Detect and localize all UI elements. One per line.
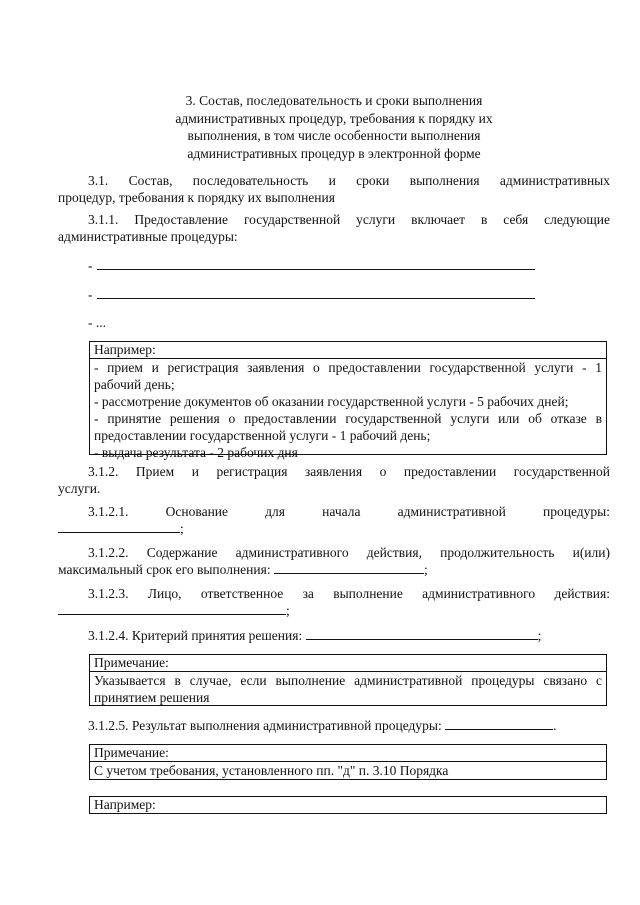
- paragraph-line: [58, 561, 610, 578]
- paragraph-3-1-1: [58, 211, 610, 245]
- list-dash: -: [88, 258, 93, 273]
- paragraph-line: услуги.: [58, 481, 101, 496]
- blank-underline: [97, 269, 535, 270]
- section-title: [60, 92, 608, 162]
- note-line: Указывается в случае, если выполнение административной процедуры связано с: [94, 673, 602, 688]
- paragraph-line: 3.1.1. Предоставление государственной услуги включает в себя следующие: [88, 212, 610, 227]
- example-box: [89, 341, 607, 460]
- list-ellipsis: - ...: [88, 315, 106, 330]
- note-box-header: Примечание:: [90, 745, 606, 762]
- blank-field: [58, 602, 286, 615]
- section-title-line: административных процедур в электронной форме: [187, 145, 481, 161]
- punctuation: ;: [423, 562, 428, 577]
- example-line: - рассмотрение документов об оказании государственной услуги - 5 рабочих дней;: [94, 394, 569, 409]
- paragraph-line: [58, 717, 610, 734]
- note-box-body: [90, 672, 606, 706]
- punctuation: .: [553, 718, 557, 733]
- example-box-body: [90, 359, 606, 461]
- punctuation: ;: [180, 521, 184, 536]
- note-line: принятием решения: [94, 690, 210, 705]
- example-box: [89, 796, 607, 814]
- paragraph-line: 3.1.2.3. Лицо, ответственное за выполнение административного действия:: [88, 586, 610, 601]
- section-title-line: выполнения, в том числе особенности выполнения: [187, 128, 481, 143]
- paragraph-3-1-2-5: [58, 717, 610, 734]
- paragraph-line: [58, 520, 610, 537]
- paragraph-3-1-2-1: [58, 503, 610, 537]
- paragraph-line: 3.1.2. Прием и регистрация заявления о предоставлении государственной: [88, 464, 610, 479]
- section-title-line: административных процедур, требования к порядку их: [175, 110, 493, 126]
- procedure-blank-2: [88, 286, 548, 300]
- paragraph-text: 3.1.2.4. Критерий принятия решения:: [88, 628, 303, 643]
- example-box-header: Например:: [90, 342, 606, 359]
- blank-field: [58, 520, 180, 533]
- example-line: - прием и регистрация заявления о предоставлении государственной услуги - 1: [94, 360, 602, 375]
- example-box-header: Например:: [94, 797, 156, 812]
- procedure-blank-1: [88, 257, 548, 271]
- paragraph-3-1-2-4: [58, 627, 610, 644]
- example-line: - принятие решения о предоставлении государственной услуги или об отказе в: [94, 411, 602, 426]
- blank-underline: [97, 298, 535, 299]
- blank-field: [306, 627, 538, 640]
- paragraph-3-1-2: [58, 463, 610, 497]
- paragraph-line: [58, 627, 610, 644]
- punctuation: ;: [286, 603, 290, 618]
- paragraph-3-1-2-3: [58, 585, 610, 619]
- note-line: С учетом требования, установленного пп. "д" п. 3.10 Порядка: [94, 763, 449, 778]
- punctuation: ;: [537, 628, 542, 643]
- note-box: [89, 654, 607, 706]
- note-box-header: Примечание:: [90, 655, 606, 672]
- example-line: предоставлении государственной услуги - 1 рабочий день;: [94, 428, 431, 443]
- paragraph-3-1: [58, 172, 610, 206]
- paragraph-3-1-2-2: [58, 544, 610, 578]
- paragraph-line: административные процедуры:: [58, 229, 238, 244]
- paragraph-text: 3.1.2.5. Результат выполнения административной процедуры:: [88, 718, 442, 733]
- paragraph-line: процедур, требования к порядку их выполнения: [58, 190, 335, 205]
- note-box-body: [90, 762, 606, 779]
- paragraph-text: максимальный срок его выполнения:: [58, 562, 271, 577]
- example-line: рабочий день;: [94, 377, 175, 392]
- example-line: - выдача результата - 2 рабочих дня: [94, 445, 298, 460]
- paragraph-line: [58, 602, 610, 619]
- blank-field: [274, 561, 424, 574]
- paragraph-line: 3.1. Состав, последовательность и сроки выполнения административных: [88, 173, 610, 188]
- paragraph-line: 3.1.2.2. Содержание административного действия, продолжительность и(или): [88, 545, 610, 560]
- blank-field: [445, 717, 553, 730]
- note-box: [89, 744, 607, 780]
- section-title-line: 3. Состав, последовательность и сроки выполнения: [185, 93, 483, 108]
- procedure-ellipsis: [88, 314, 148, 328]
- list-dash: -: [88, 287, 93, 302]
- paragraph-line: 3.1.2.1. Основание для начала административной процедуры:: [88, 504, 610, 519]
